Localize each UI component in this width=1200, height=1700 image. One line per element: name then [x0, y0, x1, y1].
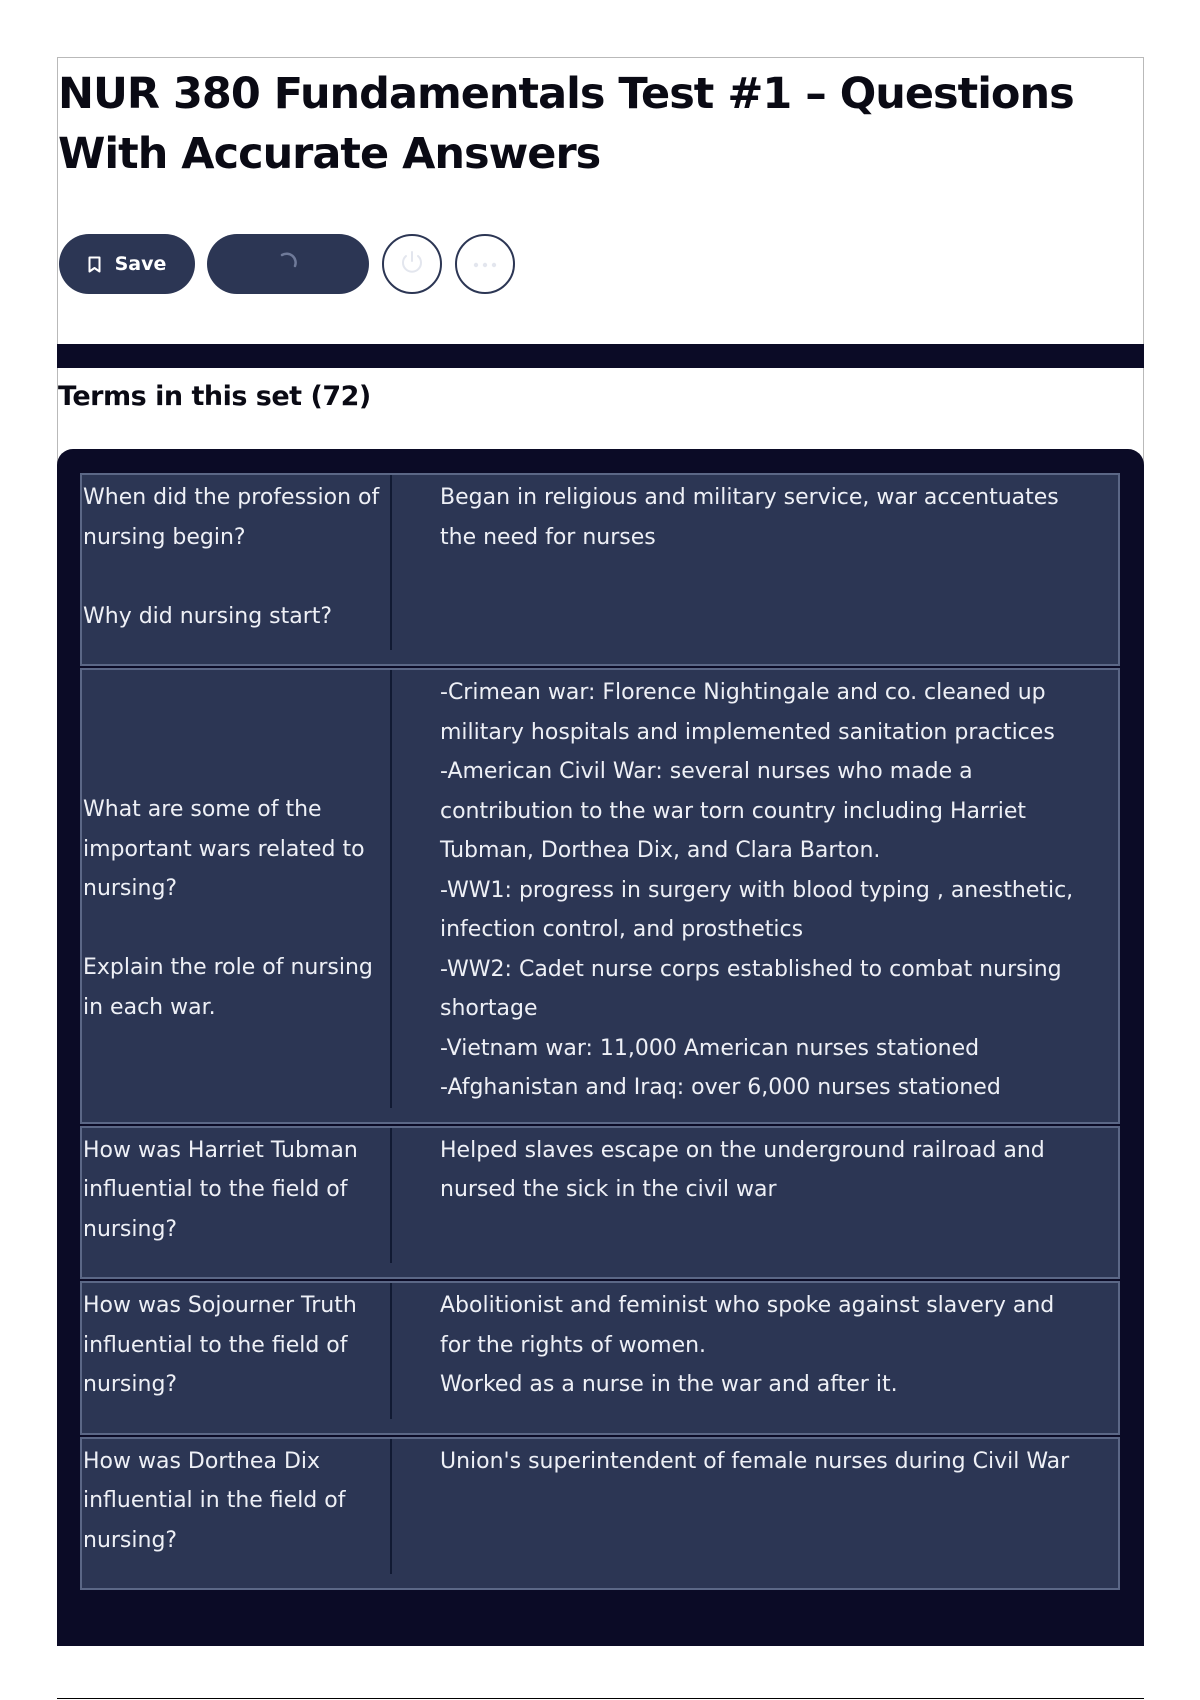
loading-spinner-icon: [275, 249, 301, 279]
save-button-label: Save: [114, 253, 167, 275]
loading-button[interactable]: [207, 234, 369, 294]
term-row[interactable]: [80, 1437, 1120, 1591]
term-row[interactable]: [80, 1281, 1120, 1435]
page-title: NUR 380 Fundamentals Test #1 – Questions With Accurate Answers: [58, 69, 1074, 179]
terms-heading: Terms in this set (72): [58, 381, 371, 412]
terms-panel: [57, 449, 1144, 1646]
power-icon: [397, 247, 427, 281]
term-row[interactable]: [80, 668, 1120, 1124]
action-toolbar: [59, 234, 515, 294]
study-set-card: [57, 57, 1144, 1645]
save-button[interactable]: [59, 234, 195, 294]
term-definition: Abolitionist and feminist who spoke against slavery and for the rights of women. Worked as a nurse in the war and after it.: [440, 1293, 1055, 1397]
term-definition: Union's superintendent of female nurses during Civil War: [440, 1448, 1070, 1474]
power-button[interactable]: [382, 234, 442, 294]
term-row[interactable]: [80, 473, 1120, 666]
term-question: How was Harriet Tubman influential to the field of nursing?: [82, 1128, 392, 1264]
term-question: What are some of the important wars related to nursing? Explain the role of nursing in each war.: [82, 670, 392, 1108]
term-question: How was Dorthea Dix influential in the field of nursing?: [82, 1439, 392, 1575]
term-list: [80, 473, 1120, 1592]
page-bottom-rule: [57, 1698, 1144, 1699]
term-row[interactable]: [80, 1126, 1120, 1280]
term-definition: Helped slaves escape on the underground railroad and nursed the sick in the civil war: [440, 1137, 1045, 1202]
more-icon: [470, 255, 500, 274]
more-options-button[interactable]: [455, 234, 515, 294]
term-question: When did the profession of nursing begin? Why did nursing start?: [82, 475, 392, 650]
section-divider: [57, 344, 1144, 368]
term-question: How was Sojourner Truth influential to the field of nursing?: [82, 1283, 392, 1419]
term-definition: Began in religious and military service, war accentuates the need for nurses: [440, 485, 1059, 550]
bookmark-icon: [88, 256, 101, 273]
term-definition: -Crimean war: Florence Nightingale and co. cleaned up military hospitals and implemented sanitation practices -American Civil War: several nurses who made a contribution to the war torn country including Harriet Tubman, Dorthea Dix, and Clara Barton. -WW1: progress in surgery with blood typing , anesthetic, infection control, and prosthetics -WW2: Cadet nurse corps established to combat nursing shortage -Vietnam war: 11,000 American nurses stationed -Afghanistan and Iraq: over 6,000 nurses stationed: [440, 680, 1074, 1100]
